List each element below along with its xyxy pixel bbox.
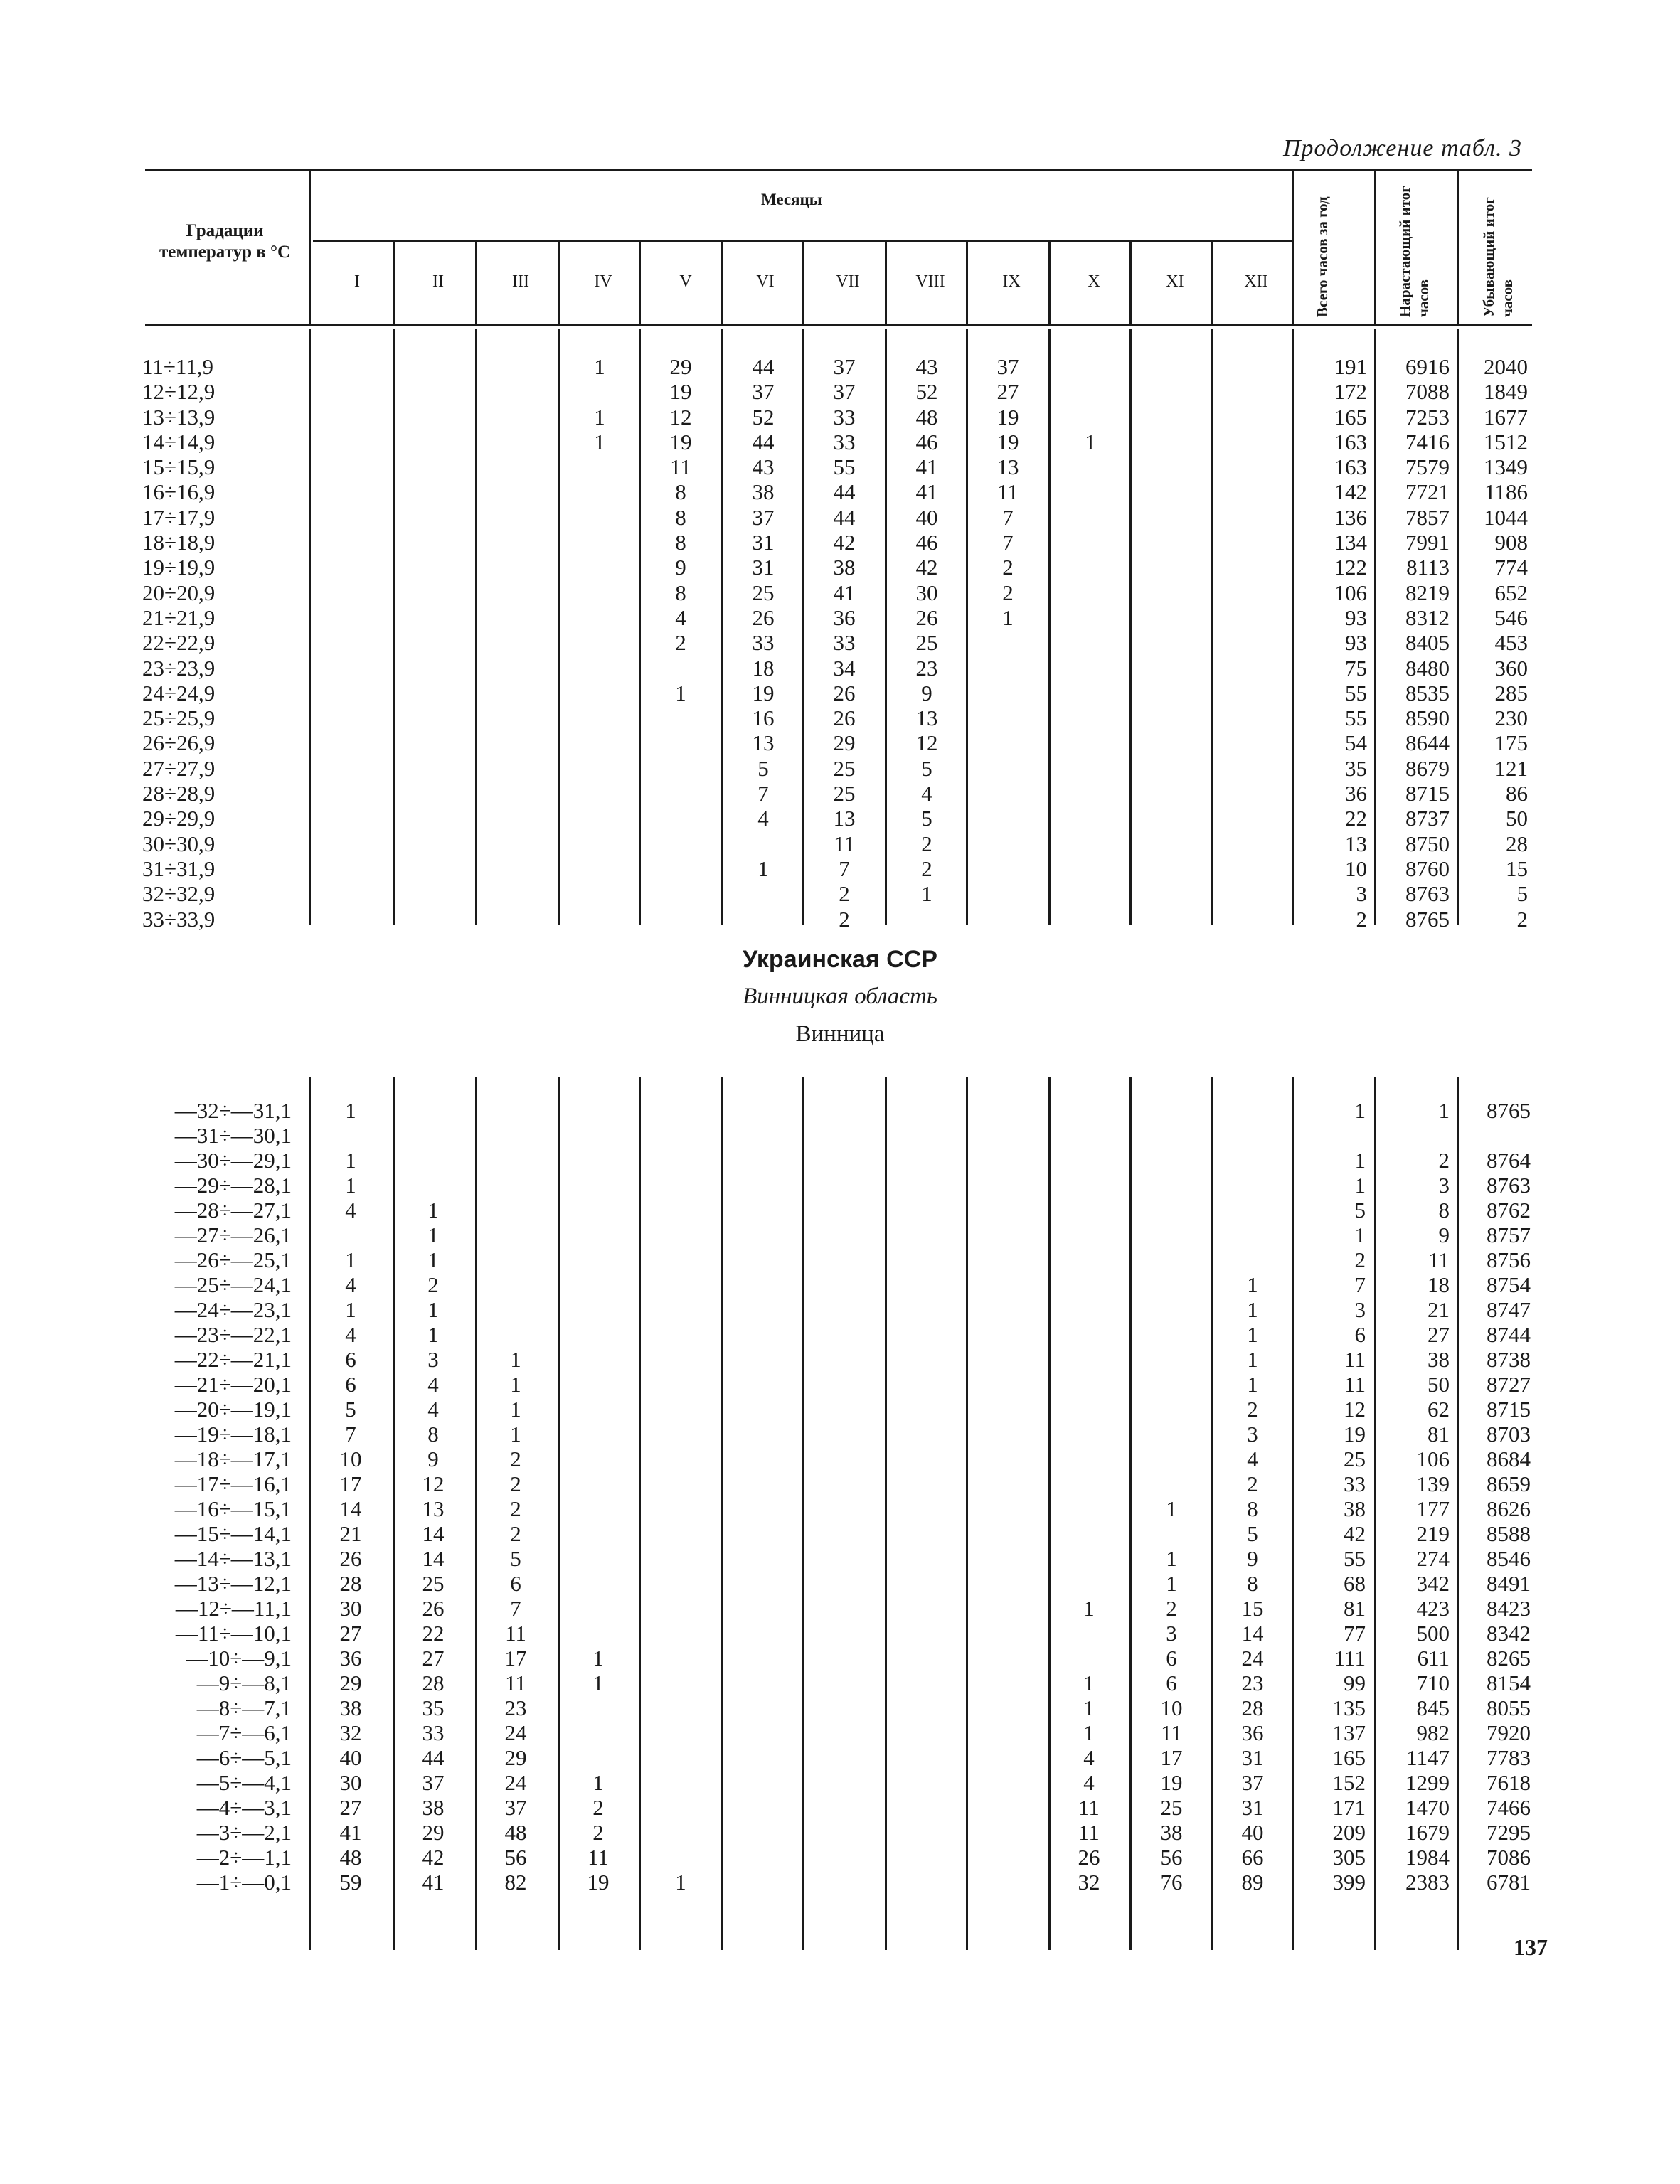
temperature-gradation: —22÷—21,1: [174, 1347, 292, 1372]
month-5-values-1: 29 19 12 19 11 8 8 8 9 8 4 2 1: [669, 354, 692, 705]
month-4-values-1: 1 1 1: [594, 354, 605, 454]
body-col-divider: [1129, 329, 1132, 925]
month-11-values-2: 1 1 1 2 3 6 6 10 11 17 19 25 38 56 76: [1160, 1496, 1183, 1895]
temperature-gradation: —9÷—8,1: [196, 1671, 292, 1695]
header-bottom-rule: [145, 324, 1532, 326]
month-1-values-2: 1 1 1 4 1 4 1 4 6 6 5 7 10 17 14 21 26 28 30 27 36 29 38 32 40 30 27 41 48 59: [339, 1098, 362, 1895]
header-col-divider: [1374, 171, 1376, 326]
temperature-gradation: 11÷11,9: [142, 354, 213, 379]
body-col-divider: [393, 329, 395, 925]
month-header-10: X: [1088, 272, 1100, 291]
temperature-gradation: —15÷—14,1: [174, 1521, 292, 1546]
header-col-divider: [966, 242, 968, 326]
month-header-8: VIII: [915, 272, 945, 291]
month-header-7: VII: [836, 272, 860, 291]
temperature-gradation: —8÷—7,1: [196, 1695, 292, 1720]
temperature-gradation: 17÷17,9: [142, 504, 216, 530]
decreasing-header: Убывающий итог часов: [1480, 197, 1516, 317]
month-9-values-1: 37 27 19 19 13 11 7 7 2 2 1: [996, 354, 1019, 630]
temperature-gradation: —6÷—5,1: [196, 1745, 292, 1770]
temperature-gradation: 19÷19,9: [142, 555, 216, 580]
month-5-values-2: 1: [675, 1870, 686, 1895]
temperature-gradation: —10÷—9,1: [186, 1646, 292, 1671]
body-col-divider: [309, 1077, 311, 1950]
month-10-values-2: 1 1 1 1 4 4 11 11 26 32: [1078, 1596, 1100, 1895]
month-header-3: III: [512, 272, 529, 291]
month-header-11: XI: [1166, 272, 1184, 291]
temperature-gradation: —3÷—2,1: [196, 1820, 292, 1845]
decreasing-values-2: 8765 8764 8763 8762 8757 8756 8754 8747 8744 8738 8727 8715 8703 8684 8659 8626 8588 8546 8491 8423 8342 8265 8154 8055 7920 7783 7618 7466 7295 7086 6781: [1487, 1098, 1531, 1895]
temperature-gradation: 29÷29,9: [142, 806, 216, 831]
temperature-gradation: 21÷21,9: [142, 604, 216, 630]
header-col-divider: [1048, 242, 1051, 326]
body-col-divider: [721, 1077, 723, 1950]
temperature-gradation: —2÷—1,1: [196, 1845, 292, 1870]
total-hours-values-1: 191 172 165 163 163 142 136 134 122 106 93 93 75 55 55 54 35 36 22 13 10 3 2: [1334, 354, 1367, 932]
header-col-divider: [393, 242, 395, 326]
temperature-gradation: 23÷23,9: [142, 655, 216, 681]
temperature-gradation: 16÷16,9: [142, 479, 216, 505]
month-header-5: V: [679, 272, 692, 291]
temperature-gradation: —29÷—28,1: [174, 1173, 292, 1198]
month-2-values-2: 1 1 1 2 1 1 3 4 4 8 9 12 13 14 14 25 26 22 27 28 35 33 44 37 38 29 42 41: [422, 1198, 445, 1895]
temperature-gradation: 26÷26,9: [142, 730, 216, 756]
temperature-gradation: —30÷—29,1: [174, 1148, 292, 1173]
temperature-gradation: —12÷—11,1: [175, 1596, 292, 1621]
decreasing-values-1: 2040 1849 1677 1512 1349 1186 1044 908 774 652 546 453 360 285 230 175 121 86 50 28 15 5 2: [1484, 354, 1528, 932]
temperature-gradation: 27÷27,9: [142, 755, 216, 781]
header-col-divider: [885, 242, 887, 326]
temperature-gradation: 15÷15,9: [142, 454, 216, 480]
temperature-gradation: —5÷—4,1: [196, 1770, 292, 1795]
cumulative-header: Нарастающий итог часов: [1396, 186, 1432, 317]
republic-title: Украинская ССР: [743, 946, 937, 973]
body-col-divider: [475, 1077, 477, 1950]
temperature-gradation: —14÷—13,1: [174, 1546, 292, 1571]
month-header-2: II: [432, 272, 444, 291]
month-header-12: XII: [1244, 272, 1268, 291]
header-col-divider: [1292, 171, 1294, 326]
total-hours-header: Всего часов за год: [1314, 196, 1331, 317]
temperature-gradation: 28÷28,9: [142, 781, 216, 806]
body-col-divider: [885, 1077, 887, 1950]
body-col-divider: [802, 1077, 804, 1950]
body-col-divider: [1129, 1077, 1132, 1950]
temperature-gradation: —21÷—20,1: [174, 1372, 292, 1397]
temperature-gradation: —23÷—22,1: [174, 1322, 292, 1347]
body-col-divider: [639, 329, 641, 925]
temperature-gradation: —24÷—23,1: [174, 1297, 292, 1322]
temperature-gradation: 25÷25,9: [142, 705, 216, 731]
body-col-divider: [393, 1077, 395, 1950]
body-col-divider: [721, 329, 723, 925]
month-7-values-1: 37 37 33 33 55 44 44 42 38 41 36 33 34 26 26 29 25 25 13 11 7 2 2: [833, 354, 856, 932]
body-col-divider: [1292, 1077, 1294, 1950]
cumulative-values-1: 6916 7088 7253 7416 7579 7721 7857 7991 8113 8219 8312 8405 8480 8535 8590 8644 8679 8715 8737 8750 8760 8763 8765: [1405, 354, 1450, 932]
temperature-gradation: 18÷18,9: [142, 530, 216, 555]
body-col-divider: [802, 329, 804, 925]
temperature-gradation: 33÷33,9: [142, 906, 216, 932]
body-col-divider: [1211, 1077, 1213, 1950]
temperature-gradation: 22÷22,9: [142, 630, 216, 656]
body-col-divider: [558, 1077, 560, 1950]
temperature-gradation: —1÷—0,1: [196, 1870, 292, 1895]
temperature-gradation: 14÷14,9: [142, 429, 216, 454]
month-3-values-2: 1 1 1 1 2 2 2 2 5 6 7 11 17 11 23 24 29 24 37 48 56 82: [504, 1347, 527, 1895]
temperature-gradation: —20÷—19,1: [174, 1397, 292, 1422]
oblast-title: Винницкая область: [743, 984, 937, 1009]
cumulative-values-2: 1 2 3 8 9 11 18 21 27 38 50 62 81 106 139 177 219 274 342 423 500 611 710 845 982 1147 1299 1470 1679 1984 2383: [1405, 1098, 1450, 1895]
body-col-divider: [966, 329, 968, 925]
city-title: Винница: [795, 1021, 885, 1047]
body-col-divider: [1457, 329, 1459, 925]
temperature-gradation: 32÷32,9: [142, 881, 216, 907]
body-col-divider: [309, 329, 311, 925]
header-col-divider: [721, 242, 723, 326]
header-col-divider: [802, 242, 804, 326]
body-col-divider: [1211, 329, 1213, 925]
temperature-gradation: —28÷—27,1: [174, 1198, 292, 1222]
page-number: 137: [1514, 1934, 1548, 1960]
header-col-divider: [309, 171, 311, 326]
temperature-gradation: —7÷—6,1: [196, 1720, 292, 1745]
month-header-9: IX: [1002, 272, 1021, 291]
body-col-divider: [1374, 329, 1376, 925]
month-header-4: IV: [594, 272, 612, 291]
header-col-divider: [1129, 242, 1132, 326]
temperature-gradation: —18÷—17,1: [174, 1447, 292, 1471]
temperature-gradation: —26÷—25,1: [174, 1247, 292, 1272]
month-12-values-2: 1 1 1 1 1 2 3 4 2 8 5 9 8 15 14 24 23 28 36 31 37 31 40 66 89: [1241, 1272, 1264, 1895]
temperature-gradation: —31÷—30,1: [174, 1123, 292, 1148]
temperature-gradation: —13÷—12,1: [174, 1571, 292, 1596]
temperature-gradation: —4÷—3,1: [196, 1795, 292, 1820]
month-4-values-2: 1 1 1 2 2 11 19: [587, 1646, 610, 1895]
month-header-1: I: [354, 272, 360, 291]
temperature-gradation: —25÷—24,1: [174, 1272, 292, 1297]
header-col-divider: [475, 242, 477, 326]
temperature-gradation: 12÷12,9: [142, 379, 216, 405]
body-col-divider: [1374, 1077, 1376, 1950]
temperature-gradation: —19÷—18,1: [174, 1422, 292, 1447]
header-top-rule: [145, 169, 1532, 171]
body-col-divider: [558, 329, 560, 925]
temperature-gradation: —11÷—10,1: [175, 1621, 292, 1646]
header-col-divider: [1211, 242, 1213, 326]
temperature-gradation: —16÷—15,1: [174, 1496, 292, 1521]
temperature-gradation: —27÷—26,1: [174, 1222, 292, 1247]
months-header: Месяцы: [761, 191, 822, 208]
header-col-divider: [1457, 171, 1459, 326]
gradations-header: Градации температур в °С: [159, 221, 291, 262]
body-col-divider: [1292, 329, 1294, 925]
temperature-gradation: —32÷—31,1: [174, 1098, 292, 1123]
temperature-gradation: 20÷20,9: [142, 580, 216, 605]
temperature-gradation: 13÷13,9: [142, 404, 216, 430]
temperature-gradation: 30÷30,9: [142, 831, 216, 856]
body-col-divider: [639, 1077, 641, 1950]
temperature-gradation: 31÷31,9: [142, 856, 216, 881]
table-continuation-caption: Продолжение табл. 3: [1282, 135, 1522, 161]
body-col-divider: [1457, 1077, 1459, 1950]
month-6-values-1: 44 37 52 44 43 38 37 31 31 25 26 33 18 19 16 13 5 7 4 1: [752, 354, 775, 881]
header-col-divider: [558, 242, 560, 326]
temperature-gradation: —17÷—16,1: [174, 1471, 292, 1496]
month-header-6: VI: [756, 272, 775, 291]
temperature-gradation: 24÷24,9: [142, 680, 216, 705]
temperature-gradations-column-2: [135, 1098, 292, 1895]
temperature-gradations-column-1: [142, 354, 306, 932]
month-8-values-1: 43 52 48 46 41 41 40 46 42 30 26 25 23 9 13 12 5 4 5 2 2 1: [915, 354, 938, 907]
body-col-divider: [1048, 1077, 1051, 1950]
total-hours-values-2: 1 1 1 5 1 2 7 3 6 11 11 12 19 25 33 38 42 55 68 81 77 111 99 135 137 165 152 171 209 305 399: [1332, 1098, 1366, 1895]
body-col-divider: [475, 329, 477, 925]
header-col-divider: [639, 242, 641, 326]
body-col-divider: [966, 1077, 968, 1950]
body-col-divider: [885, 329, 887, 925]
month-10-values-1: 1: [1085, 429, 1096, 454]
body-col-divider: [1048, 329, 1051, 925]
